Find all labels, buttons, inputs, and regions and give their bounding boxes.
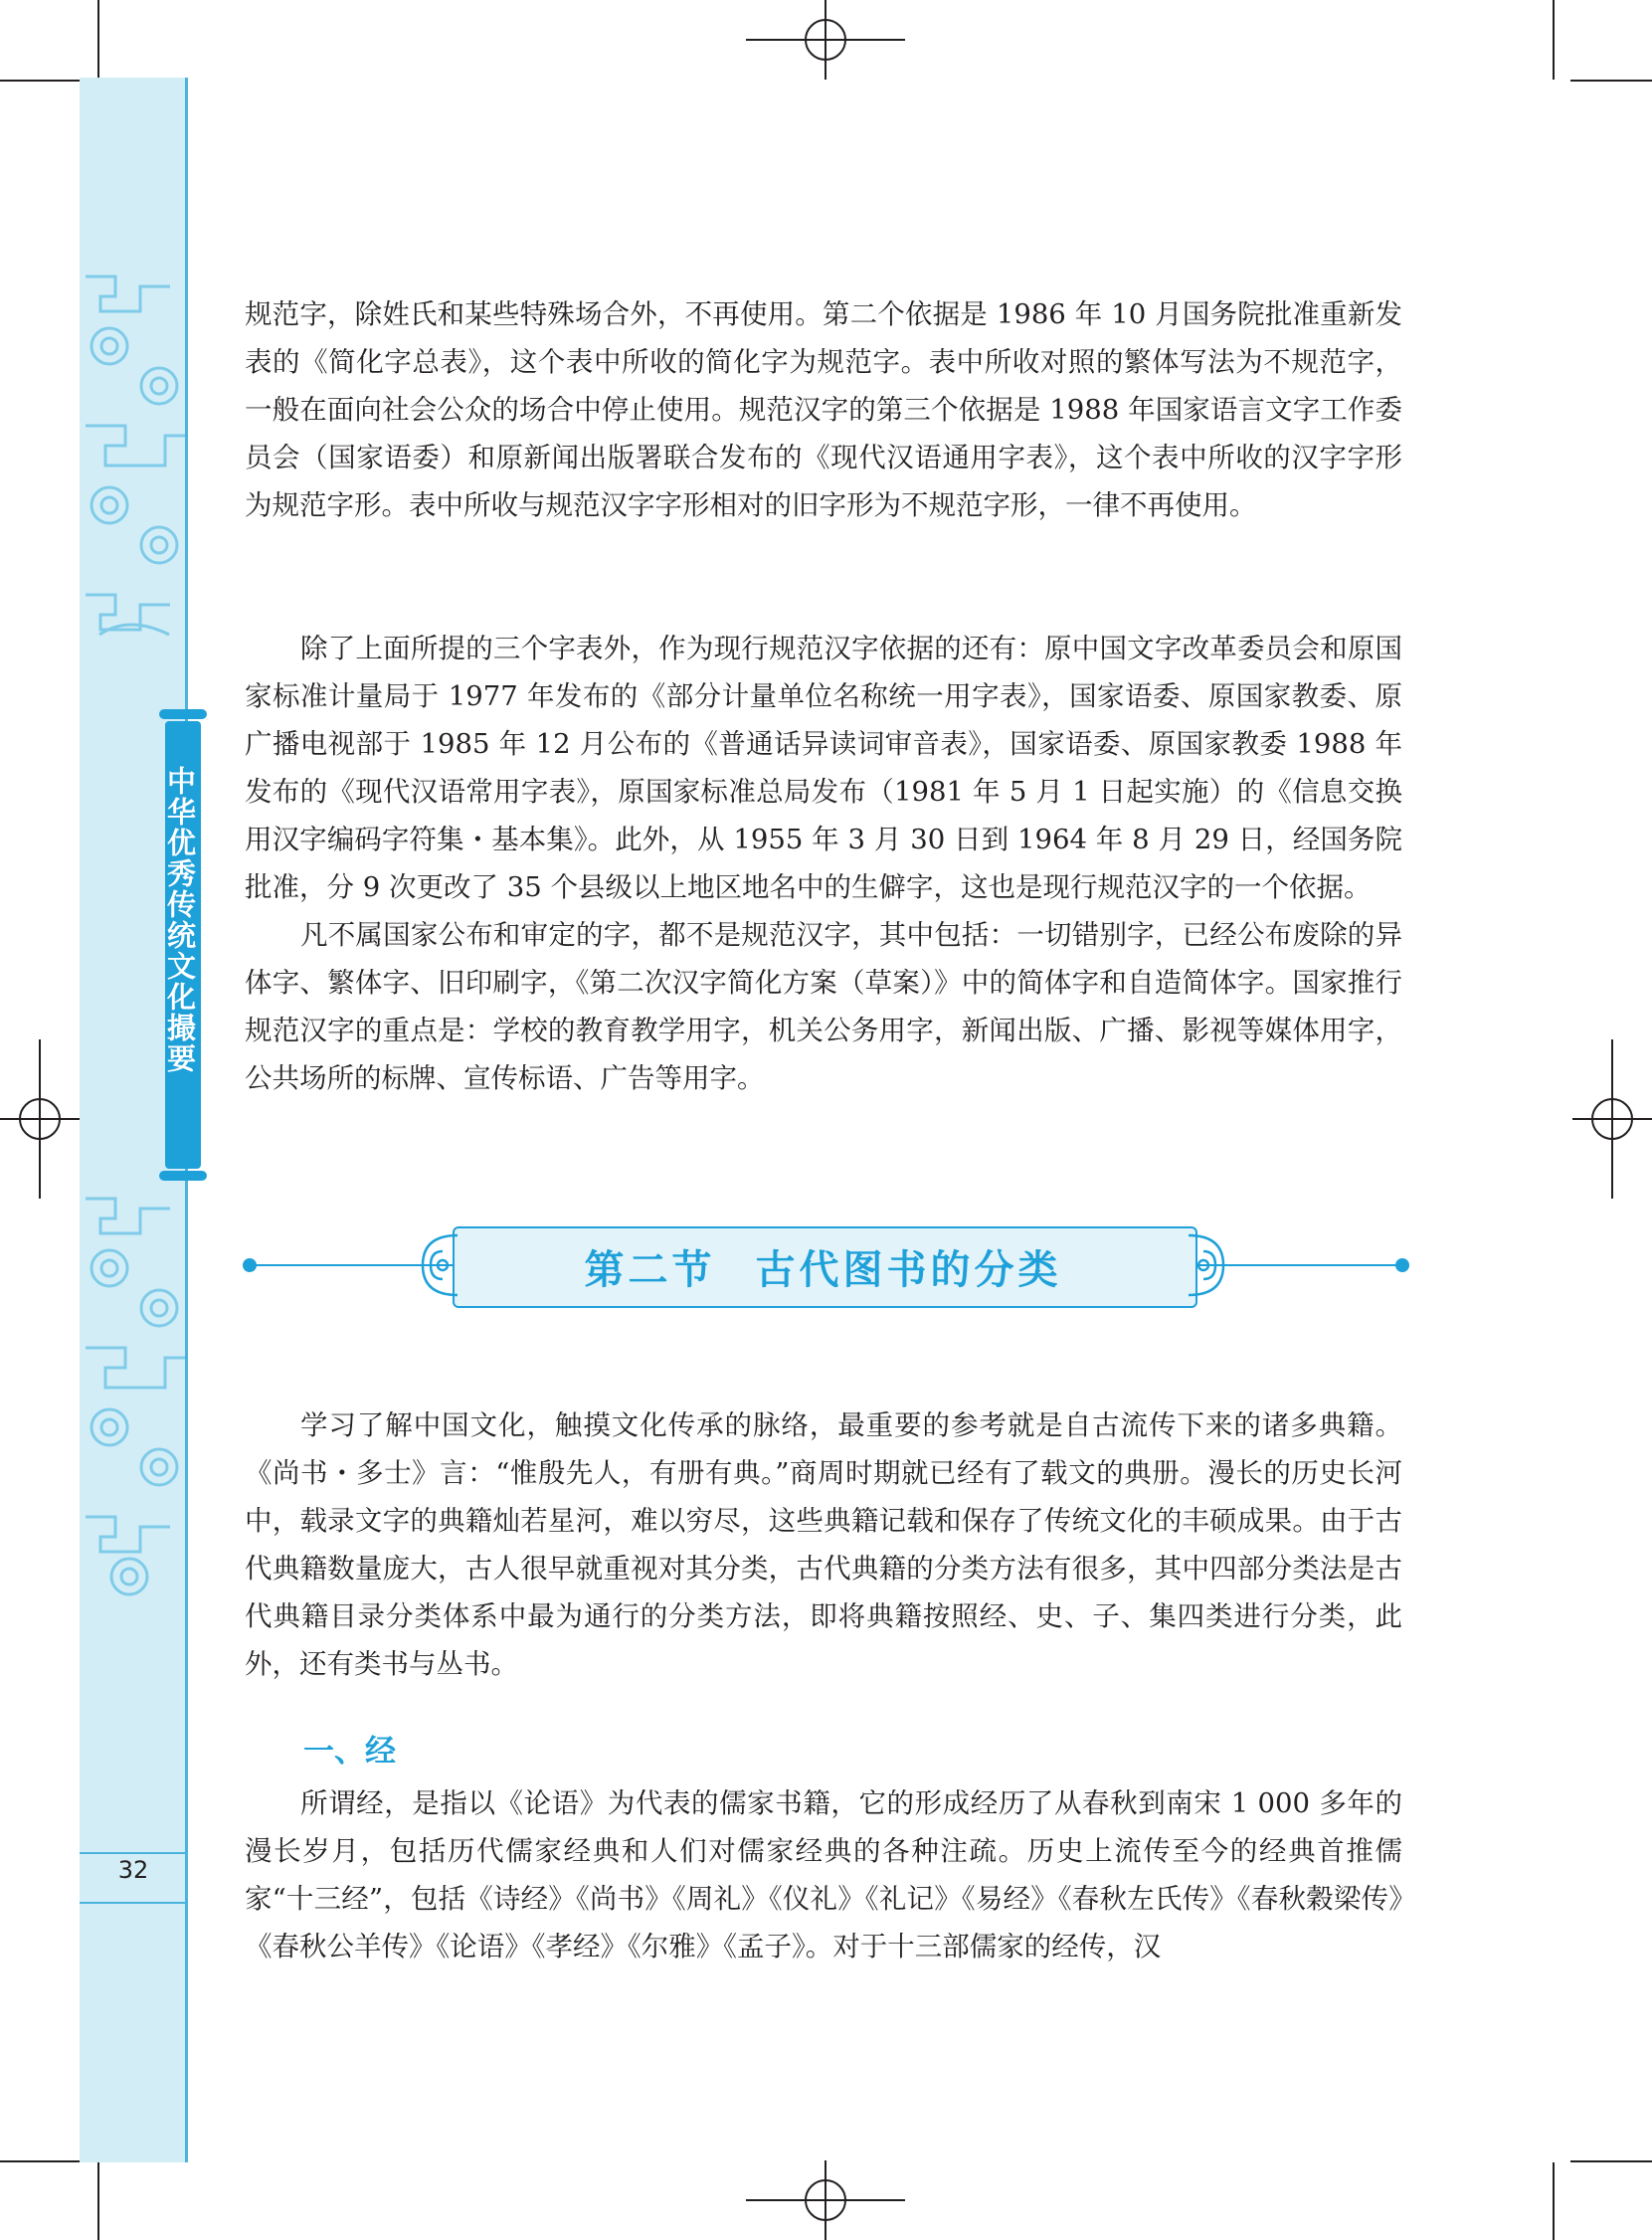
paragraph-1: 规范字，除姓氏和某些特殊场合外，不再使用。第二个依据是 1986 年 10 月国务院批准重新发表的《简化字总表》，这个表中所收的简化字为规范字。表中所收对照的繁体写法为不规范字，一般在面向社会公众的场合中停止使用。规范汉字的第三个依据是 1988 年国家语言文字工作委员会（国家语委）和原新闻出版署联合发布的《现代汉语通用字表》，这个表中所收的汉字字形为规范字形。表中所收与规范汉字字形相对的旧字形为不规范字形，一律不再使用。 — [245, 298, 1402, 521]
registration-mark-top — [746, 0, 905, 80]
subsection-paragraph: 所谓经，是指以《论语》为代表的儒家书籍，它的形成经历了从春秋到南宋 1 000 多年的漫长岁月，包括历代儒家经典和人们对儒家经典的各种注疏。历史上流传至今的经典首推儒家“十三经”，包括《诗经》《尚书》《周礼》《仪礼》《礼记》《易经》《春秋左氏传》《春秋穀梁传》《春秋公羊传》《论语》《孝经》《尔雅》《孟子》。对于十三部儒家的经传，汉 — [245, 1787, 1402, 1962]
paragraph-2: 除了上面所提的三个字表外，作为现行规范汉字依据的还有：原中国文字改革委员会和原国家标准计量局于 1977 年发布的《部分计量单位名称统一用字表》，国家语委、原国家教委、原广播电视部于 1985 年 12 月公布的《普通话异读词审音表》，国家语委、原国家教委 1988 年发布的《现代汉语常用字表》，原国家标准总局发布（1981 年 5 月 1 日起实施）的《信息交换用汉字编码字符集・基本集》。此外，从 1955 年 3 月 30 日到 1964 年 8 月 29 日，经国务院批准，分 9 次更改了 35 个县级以上地区地名中的生僻字，这也是现行规范汉字的一个依据。 — [245, 633, 1402, 903]
registration-mark-right — [1572, 1039, 1652, 1199]
registration-mark-left — [0, 1039, 80, 1199]
section-title — [453, 1238, 1193, 1295]
subsection-heading: 一、经 — [303, 1734, 396, 1770]
floral-pattern-bottom — [80, 1189, 187, 1616]
section-intro-paragraph: 学习了解中国文化，触摸文化传承的脉络，最重要的参考就是自古流传下来的诸多典籍。《尚书・多士》言：“惟殷先人，有册有典。”商周时期就已经有了载文的典册。漫长的历史长河中，载录文字的典籍灿若星河，难以穷尽，这些典籍记载和保存了传统文化的丰硕成果。由于古代典籍数量庞大，古人很早就重视对其分类，古代典籍的分类方法有很多，其中四部分类法是古代典籍目录分类体系中最为通行的分类方法，即将典籍按照经、史、子、集四类进行分类，此外，还有类书与丛书。 — [245, 1409, 1402, 1680]
registration-mark-bottom — [746, 2160, 905, 2240]
section-line-dot-right — [1395, 1258, 1409, 1272]
floral-pattern-top — [80, 267, 187, 654]
paragraph-3: 凡不属国家公布和审定的字，都不是规范汉字，其中包括：一切错别字，已经公布废除的异体字、繁体字、旧印刷字，《第二次汉字简化方案（草案）》中的简体字和自造简体字。国家推行规范汉字的重点是：学校的教育教学用字，机关公务用字，新闻出版、广播、影视等媒体用字，公共场所的标牌、宣传标语、广告等用字。 — [245, 919, 1402, 1094]
sidebar-book-title: 中华优秀传统文化撮要 — [163, 766, 197, 1074]
section-name: 古代图书的分类 — [755, 1247, 1062, 1293]
page-number: 32 — [117, 1856, 149, 1884]
section-number: 第二节 — [584, 1247, 716, 1293]
